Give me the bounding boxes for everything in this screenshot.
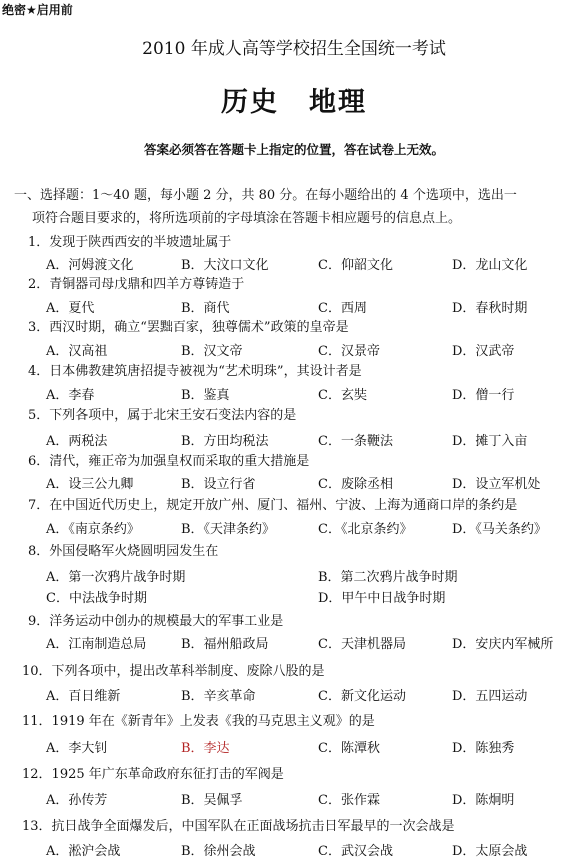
- question-stem: 7．在中国近代历史上，规定开放广州、厦门、福州、宁波、上海为通商口岸的条约是: [28, 498, 518, 513]
- option-b: B．方田均税法: [181, 434, 269, 449]
- option-c: C．一条鞭法: [318, 434, 393, 449]
- option-a: A．河姆渡文化: [46, 258, 134, 273]
- option-b: B．第二次鸦片战争时期: [318, 570, 458, 585]
- option-a: A．孙传芳: [46, 793, 108, 808]
- option-b: B．设立行省: [181, 477, 256, 492]
- option-a: A．江南制造总局: [46, 637, 147, 652]
- exam-title: 2010 年成人高等学校招生全国统一考试: [142, 39, 446, 59]
- option-d: D．春秋时期: [452, 301, 528, 316]
- option-c: C．天津机器局: [318, 637, 406, 652]
- option-c: C．西周: [318, 301, 367, 316]
- option-d: D．太原会战: [452, 844, 528, 859]
- option-c: C．玄奘: [318, 388, 367, 403]
- section-instructions-line1: 一、选择题：1～40 题，每小题 2 分，共 80 分。在每小题给出的 4 个选项中，选出一: [14, 188, 517, 203]
- option-d: D．《马关条约》: [452, 522, 547, 537]
- question-stem: 10．下列各项中，提出改革科举制度、废除八股的是: [22, 664, 325, 679]
- confidential-label: 绝密★启用前: [2, 3, 73, 17]
- option-d: D．安庆内军械所: [452, 637, 554, 652]
- option-d: D．僧一行: [452, 388, 515, 403]
- option-d: D．摊丁入亩: [452, 434, 528, 449]
- option-a: A．李春: [46, 388, 95, 403]
- option-c: C．新文化运动: [318, 689, 406, 704]
- option-b: B．商代: [181, 301, 230, 316]
- option-c: C．汉景帝: [318, 344, 380, 359]
- option-a: A．夏代: [46, 301, 95, 316]
- section-instructions-line2: 项符合题目要求的，将所选项前的字母填涂在答题卡相应题号的信息点上。: [32, 211, 462, 226]
- option-c: C．张作霖: [318, 793, 380, 808]
- question-stem: 2．青铜器司母戊鼎和四羊方尊铸造于: [28, 277, 245, 292]
- option-a: A．汉高祖: [46, 344, 108, 359]
- option-d: D．五四运动: [452, 689, 528, 704]
- option-d: D．龙山文化: [452, 258, 528, 273]
- option-a: A．两税法: [46, 434, 108, 449]
- option-d: D．陈独秀: [452, 741, 515, 756]
- option-d: D．甲午中日战争时期: [318, 591, 446, 606]
- option-b: B．辛亥革命: [181, 689, 256, 704]
- option-a: A．《南京条约》: [46, 522, 140, 537]
- answer-notice: 答案必须答在答题卡上指定的位置，答在试卷上无效。: [143, 142, 444, 157]
- question-stem: 8．外国侵略军火烧圆明园发生在: [28, 544, 219, 559]
- question-stem: 13．抗日战争全面爆发后，中国军队在正面战场抗击日军最早的一次会战是: [22, 819, 455, 834]
- subject-history: 历史: [221, 87, 279, 118]
- option-d: D．陈炯明: [452, 793, 515, 808]
- question-stem: 4．日本佛教建筑唐招提寺被视为“艺术明珠”，其设计者是: [28, 364, 362, 379]
- option-d: D．汉武帝: [452, 344, 515, 359]
- option-b: B．《天津条约》: [181, 522, 276, 537]
- option-b: B．李达: [181, 741, 230, 756]
- option-c: C．陈潭秋: [318, 741, 380, 756]
- option-b: B．汉文帝: [181, 344, 243, 359]
- subject-geography: 地理: [309, 87, 367, 118]
- option-b: B．福州船政局: [181, 637, 269, 652]
- question-stem: 9．洋务运动中创办的规模最大的军事工业是: [28, 614, 284, 629]
- question-stem: 11．1919 年在《新青年》上发表《我的马克思主义观》的是: [22, 714, 375, 729]
- option-d: D．设立军机处: [452, 477, 541, 492]
- option-a: A．淞沪会战: [46, 844, 121, 859]
- option-b: B．吴佩孚: [181, 793, 243, 808]
- option-c: C．废除丞相: [318, 477, 393, 492]
- question-stem: 1．发现于陕西西安的半坡遗址属于: [28, 235, 232, 250]
- option-c: C．武汉会战: [318, 844, 393, 859]
- question-stem: 6．清代，雍正帝为加强皇权而采取的重大措施是: [28, 454, 310, 469]
- option-a: A．李大钊: [46, 741, 108, 756]
- option-b: B．大汶口文化: [181, 258, 269, 273]
- subject-title: [0, 80, 588, 119]
- option-a: A．设三公九卿: [46, 477, 134, 492]
- option-c: C．仰韶文化: [318, 258, 393, 273]
- option-a: A．百日维新: [46, 689, 121, 704]
- option-b: B．徐州会战: [181, 844, 256, 859]
- question-stem: 12．1925 年广东革命政府东征打击的军阀是: [22, 767, 284, 782]
- question-stem: 3．西汉时期，确立“罢黜百家，独尊儒术”政策的皇帝是: [28, 320, 349, 335]
- option-c: C．《北京条约》: [318, 522, 413, 537]
- question-stem: 5．下列各项中，属于北宋王安石变法内容的是: [28, 408, 297, 423]
- option-b: B．鉴真: [181, 388, 230, 403]
- option-a: A．第一次鸦片战争时期: [46, 570, 186, 585]
- option-c: C．中法战争时期: [46, 591, 147, 606]
